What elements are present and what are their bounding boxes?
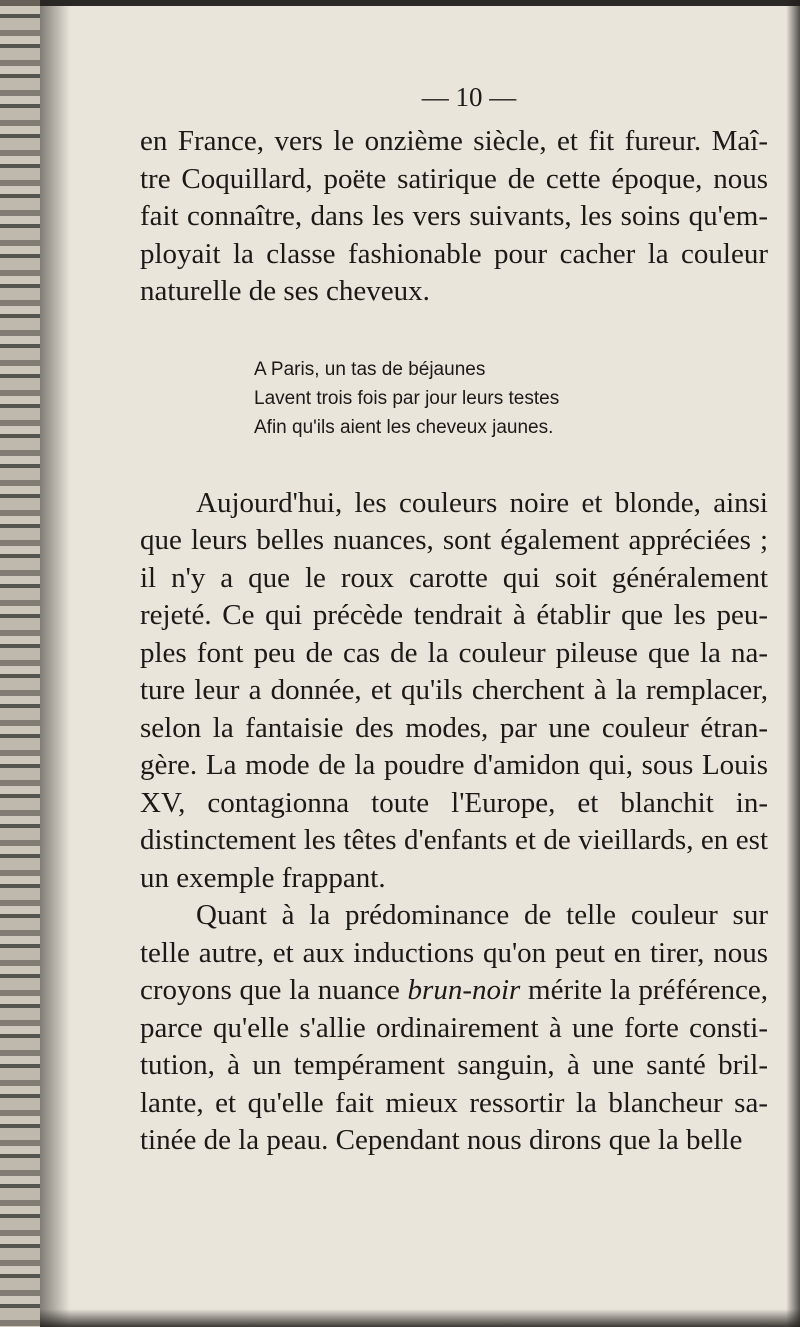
verse-line-3: Afin qu'ils aient les cheveux jaunes.	[254, 416, 554, 438]
page-number: — 10 —	[421, 82, 517, 112]
paragraph-2: Aujourd'hui, les couleurs noire et blonde, ainsi que leurs belles nuances, sont également appréciées ; il n'y a que le roux carotte qui soit généralement rejeté. Ce qui précède tendrait à établir que les peu- ples font peu de cas de la couleur pileuse que la na- ture leur a donnée, et qu'ils cherchent à la remplacer, selon la fantaisie des modes, par une couleur étran- gère. La mode de la poudre d'amidon qui, sous Louis XV, contagionna toute l'Europe, et blanchit in- distinctement les têtes d'enfants et de vieillards, en est un exemple frappant.	[140, 486, 768, 894]
page-right-edge	[786, 0, 800, 1327]
binding-shadow	[40, 0, 70, 1327]
paragraph-3	[140, 897, 768, 1160]
verse-line-2: Lavent trois fois par jour leurs testes	[254, 387, 560, 409]
verse-quote	[254, 355, 768, 442]
paragraph-3-italic-term: brun-noir	[407, 974, 521, 1006]
page-bottom-edge	[40, 1309, 800, 1327]
verse-line-1: A Paris, un tas de béjaunes	[254, 358, 486, 380]
paragraph-3-end: mérite la préférence, parce qu'elle s'allie ordinairement à une forte consti- tution, à un tempérament sanguin, à une santé bril- lante, et qu'elle fait mieux ressortir la blancheur sa- tinée de la peau. Cependant nous dirons que la belle	[140, 974, 769, 1156]
paragraph-1: en France, vers le onzième siècle, et fit fureur. Maî- tre Coquillard, poëte satirique de cette époque, nous fait connaître, dans les vers suivants, les soins qu'em- ployait la classe fashionable pour cacher la couleur naturelle de ses cheveux.	[140, 125, 768, 307]
page-top-edge	[0, 0, 800, 6]
book-page	[140, 82, 768, 1160]
book-binding	[0, 0, 40, 1327]
paragraph-3-start: Quant à la prédominance de telle couleur sur telle autre, et aux inductions qu'on peut en tirer, nous croyons que la nuance	[140, 899, 768, 1006]
